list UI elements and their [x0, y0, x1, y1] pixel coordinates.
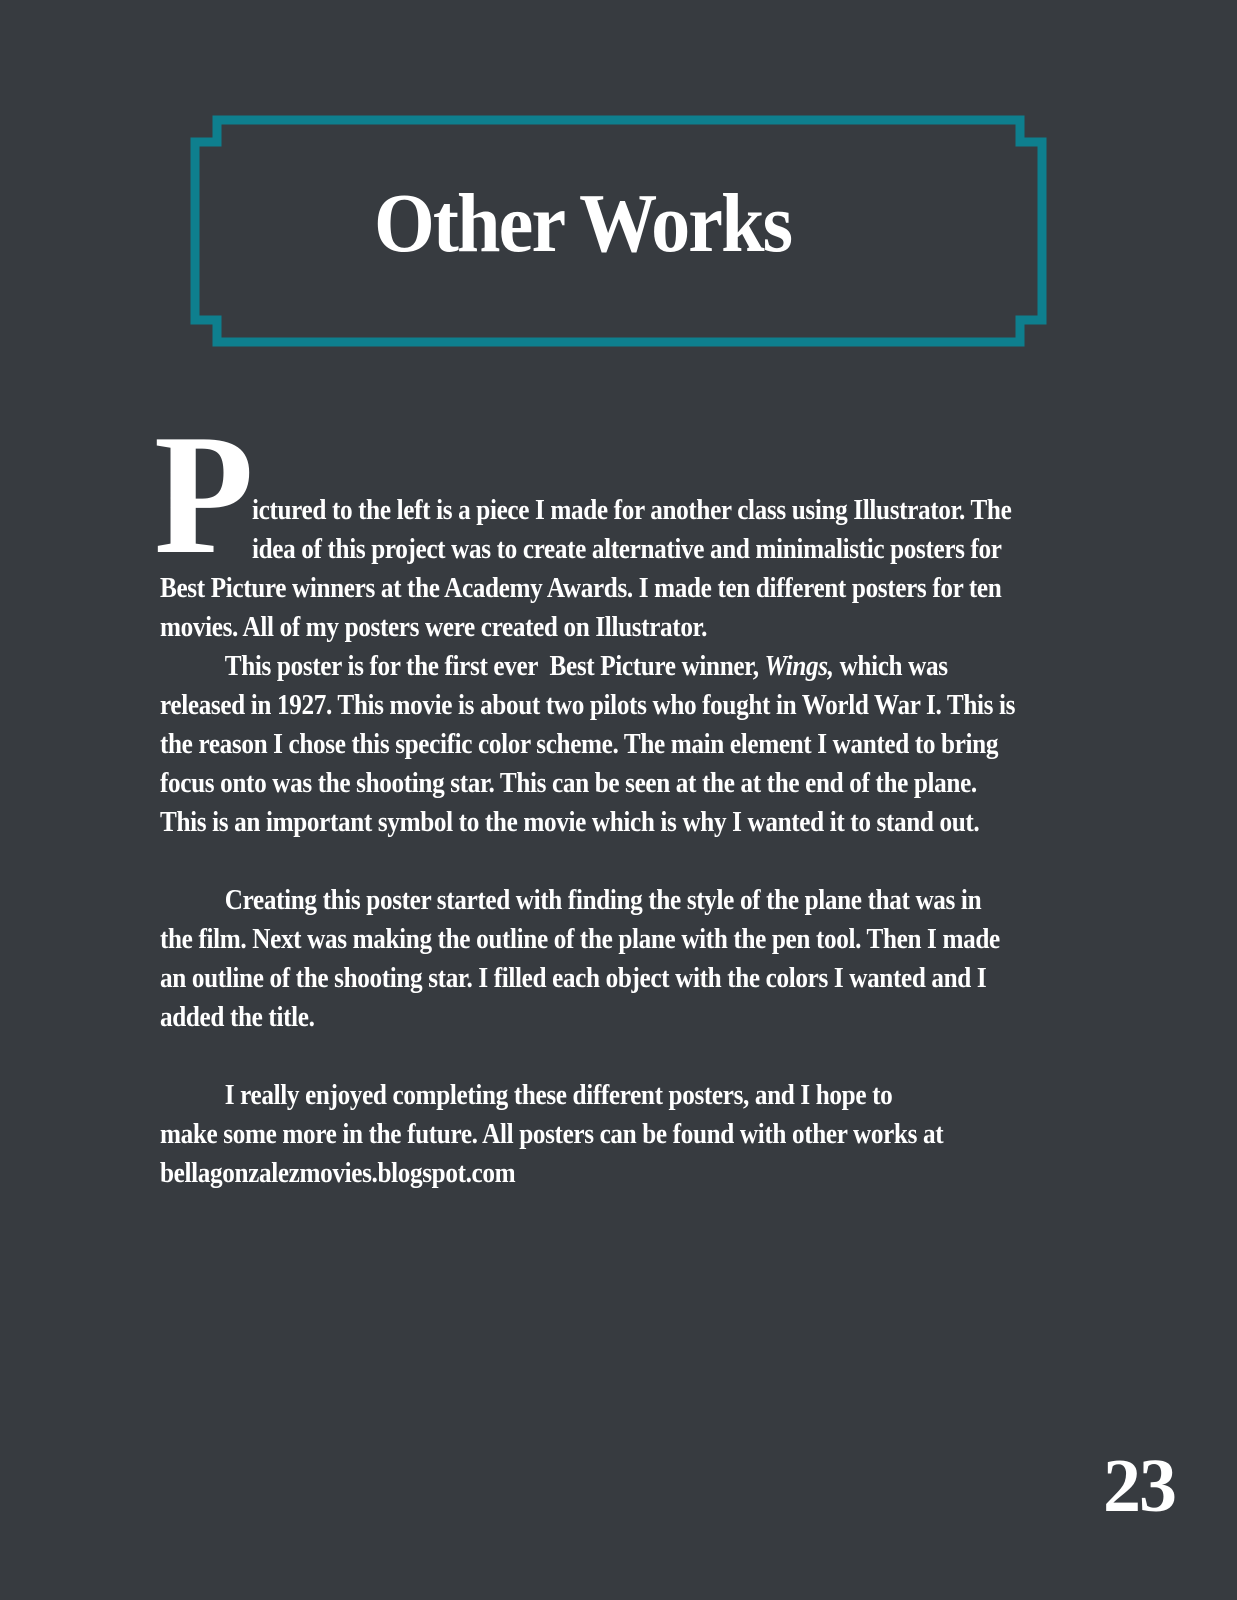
- paragraph-spacer: [160, 842, 1060, 881]
- body-line: Creating this poster started with finding the style of the plane that was in: [224, 885, 982, 916]
- body-line: ictured to the left is a piece I made for another class using Illustrator. The: [252, 495, 1012, 526]
- body-text-segment: which was: [833, 651, 948, 682]
- body-line: the reason I chose this specific color scheme. The main element I wanted to bring: [160, 729, 999, 760]
- body-line: the film. Next was making the outline of the plane with the pen tool. Then I made: [160, 924, 1000, 955]
- body-line: I really enjoyed completing these different posters, and I hope to: [224, 1080, 893, 1111]
- body-line: added the title.: [160, 1002, 315, 1033]
- article-body: [160, 569, 1160, 1193]
- body-line: movies. All of my posters were created on Illustrator.: [160, 612, 708, 643]
- paragraph-intro-top: [252, 491, 1152, 569]
- body-line: Best Picture winners at the Academy Awards. I made ten different posters for ten: [160, 573, 1002, 604]
- page-title: Other Works: [374, 177, 792, 270]
- body-line: idea of this project was to create alternative and minimalistic posters for: [252, 534, 1002, 565]
- film-title: Wings,: [764, 651, 834, 682]
- body-line: This is an important symbol to the movie which is why I wanted it to stand out.: [160, 807, 980, 838]
- blog-url: bellagonzalezmovies.blogspot.com: [160, 1158, 516, 1189]
- paragraph-spacer: [160, 1037, 1060, 1076]
- paragraph-2-first-line: [160, 647, 1060, 686]
- drop-cap: P: [154, 400, 254, 590]
- body-line: released in 1927. This movie is about two pilots who fought in World War I. This is: [160, 690, 1016, 721]
- body-line: focus onto was the shooting star. This can be seen at the at the end of the plane.: [160, 768, 977, 799]
- page-number: 23: [1103, 1444, 1175, 1528]
- body-line: make some more in the future. All posters can be found with other works at: [160, 1119, 944, 1150]
- body-line: an outline of the shooting star. I filled each object with the colors I wanted and I: [160, 963, 987, 994]
- body-text-segment: This poster is for the first ever Best Picture winner,: [224, 651, 765, 682]
